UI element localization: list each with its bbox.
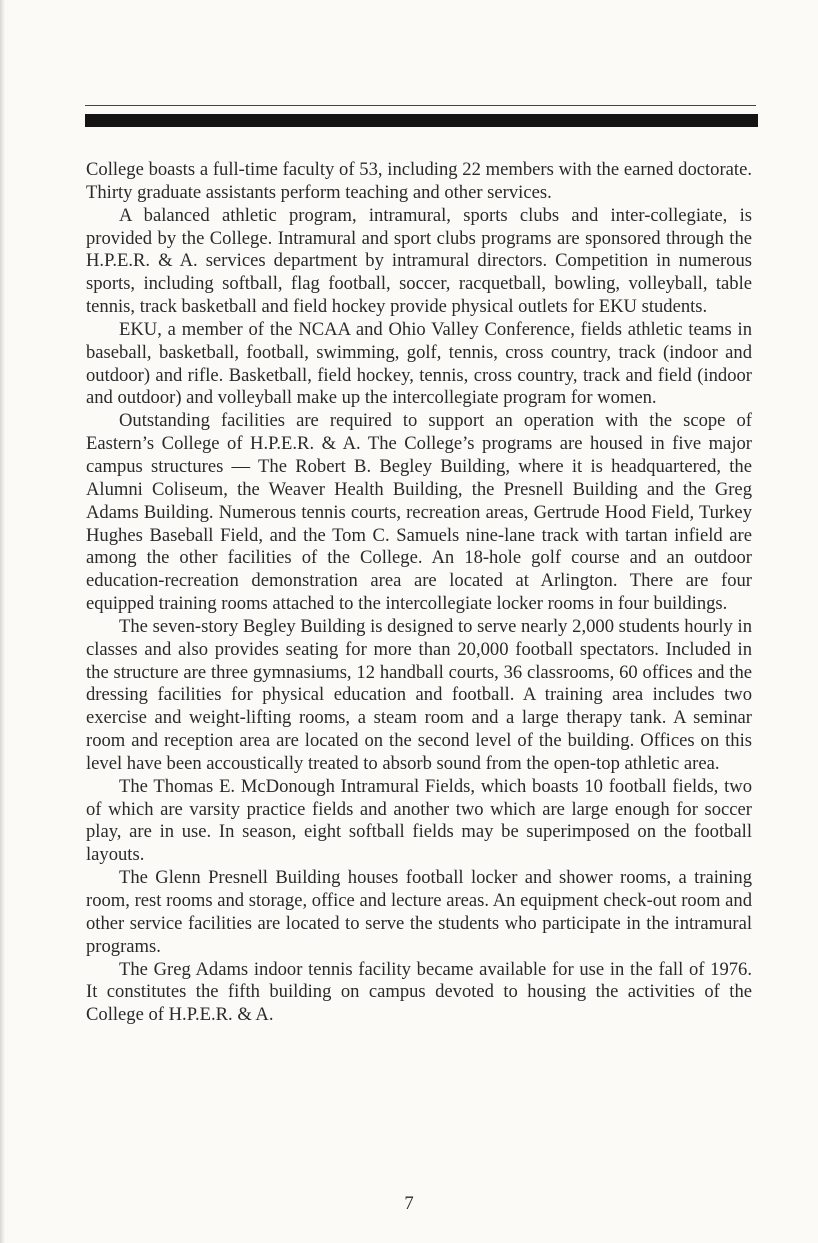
page-number: 7: [404, 1193, 414, 1214]
paragraph-begley-building: The seven-story Begley Building is designed to serve nearly 2,000 students hourly in classes and also provides seating for more than 20,000 football spectators. Included in the structure are three gymnasiums, 12 handball courts, 36 classrooms, 60 offices and the dressing facilities for physical education and football. A training area includes two exercise and weight-lifting rooms, a steam room and a large therapy tank. A seminar room and reception area are located on the second level of the building. Offices on this level have been accoustically treated to absorb sound from the open-top athletic area.: [86, 615, 752, 774]
paragraph-eku-conference: EKU, a member of the NCAA and Ohio Valley Conference, fields athletic teams in baseball, basketball, football, swimming, golf, tennis, cross country, track (indoor and outdoor) and rifle. Basketball, field hockey, tennis, cross country, track and field (indoor and outdoor) and volleyball make up the intercollegiate program for women.: [86, 318, 752, 409]
page-edge-shadow: [0, 0, 5, 1243]
paragraph-presnell-building: The Glenn Presnell Building houses football locker and shower rooms, a training room, rest rooms and storage, office and lecture areas. An equipment check-out room and other service facilities are located to serve the students who participate in the intramural programs.: [86, 867, 752, 957]
paragraph-greg-adams: The Greg Adams indoor tennis facility became available for use in the fall of 1976. It constitutes the fifth building on campus devoted to housing the activities of the College of H.P.E.R. & A.: [86, 958, 752, 1026]
paragraph-athletic-program: A balanced athletic program, intramural, sports clubs and inter-collegiate, is provided by the College. Intramural and sport clubs programs are sponsored through the H.P.E.R. & A. services department by intramural directors. Competition in numerous sports, including softball, flag football, soccer, racquetball, bowling, volleyball, table tennis, track basketball and field hockey provide physical outlets for EKU students.: [86, 204, 752, 318]
paragraph-intramural-fields: The Thomas E. McDonough Intramural Fields, which boasts 10 football fields, two of which are varsity practice fields and another two which are large enough for soccer play, are in use. In season, eight softball fields may be superimposed on the football layouts.: [86, 775, 752, 866]
header-thick-rule: [85, 114, 758, 127]
body-text: [86, 159, 752, 1027]
paragraph-facilities: Outstanding facilities are required to support an operation with the scope of Eastern’s College of H.P.E.R. & A. The College’s programs are housed in five major campus structures — The Robert B. Begley Building, where it is headquartered, the Alumni Coliseum, the Weaver Health Building, the Presnell Building and the Greg Adams Building. Numerous tennis courts, recreation areas, Gertrude Hood Field, Turkey Hughes Baseball Field, and the Tom C. Samuels nine-lane track with tartan infield are among the other facilities of the College. An 18-hole golf course and an outdoor education-recreation demonstration area are located at Arlington. There are four equipped training rooms attached to the intercollegiate locker rooms in four buildings.: [86, 410, 752, 615]
header-thin-rule: [85, 105, 756, 106]
paragraph-faculty: College boasts a full-time faculty of 53, including 22 members with the earned doctorate. Thirty graduate assistants perform teaching and other services.: [86, 159, 752, 203]
